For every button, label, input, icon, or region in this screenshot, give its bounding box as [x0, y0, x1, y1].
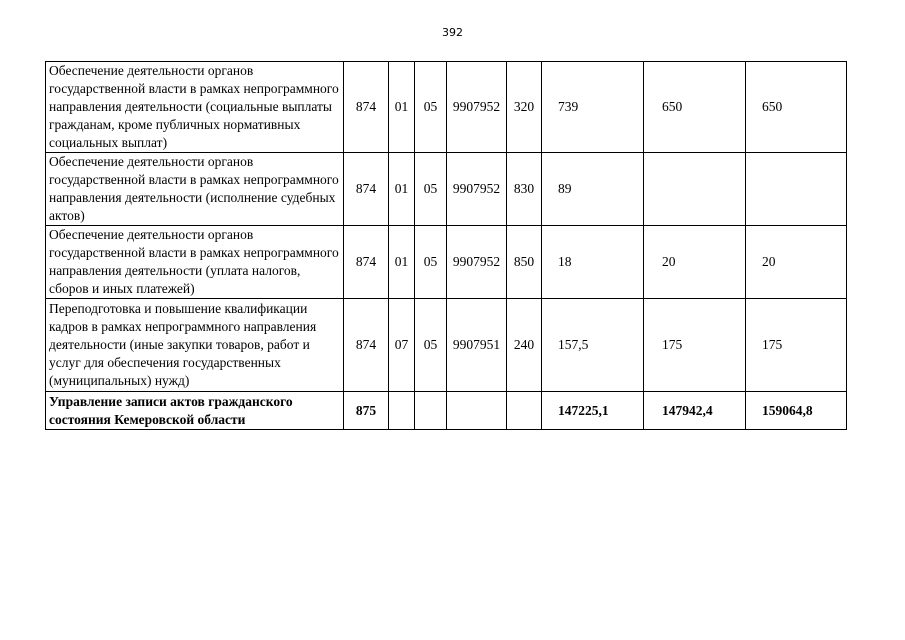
- cell-ved: 874: [344, 299, 389, 392]
- cell-podrazdel: 05: [415, 226, 447, 299]
- cell-vr: 850: [507, 226, 542, 299]
- cell-vr: 830: [507, 153, 542, 226]
- cell-csr: [447, 392, 507, 430]
- cell-sum-2: [644, 153, 746, 226]
- page-number: 392: [442, 26, 463, 39]
- cell-razdel: 07: [389, 299, 415, 392]
- cell-razdel: 01: [389, 62, 415, 153]
- table-row: [46, 62, 847, 153]
- cell-description: Управление записи актов гражданского состояния Кемеровской области: [46, 392, 344, 430]
- table-row: [46, 153, 847, 226]
- cell-podrazdel: 05: [415, 153, 447, 226]
- cell-sum-3: 20: [746, 226, 847, 299]
- cell-sum-1: 739: [542, 62, 644, 153]
- cell-csr: 9907952: [447, 153, 507, 226]
- cell-sum-1: 18: [542, 226, 644, 299]
- cell-vr: [507, 392, 542, 430]
- cell-csr: 9907951: [447, 299, 507, 392]
- budget-table: [45, 61, 847, 430]
- cell-description: Переподготовка и повышение квалификации кадров в рамках непрограммного направления деятельности (иные закупки товаров, работ и услуг для обеспечения государственных (муниципальных) нужд): [46, 299, 344, 392]
- cell-razdel: 01: [389, 153, 415, 226]
- cell-sum-1: 157,5: [542, 299, 644, 392]
- cell-sum-1: 147225,1: [542, 392, 644, 430]
- cell-ved: 874: [344, 226, 389, 299]
- cell-podrazdel: 05: [415, 299, 447, 392]
- cell-vr: 240: [507, 299, 542, 392]
- cell-sum-3: 650: [746, 62, 847, 153]
- table-row: [46, 299, 847, 392]
- cell-ved: 875: [344, 392, 389, 430]
- cell-csr: 9907952: [447, 226, 507, 299]
- cell-csr: 9907952: [447, 62, 507, 153]
- cell-description: Обеспечение деятельности органов государственной власти в рамках непрограммного направления деятельности (социальные выплаты гражданам, кроме публичных нормативных социальных выплат): [46, 62, 344, 153]
- cell-razdel: [389, 392, 415, 430]
- cell-sum-2: 147942,4: [644, 392, 746, 430]
- cell-sum-2: 175: [644, 299, 746, 392]
- cell-description: Обеспечение деятельности органов государственной власти в рамках непрограммного направления деятельности (уплата налогов, сборов и иных платежей): [46, 226, 344, 299]
- cell-description: Обеспечение деятельности органов государственной власти в рамках непрограммного направления деятельности (исполнение судебных актов): [46, 153, 344, 226]
- table-row-total: [46, 392, 847, 430]
- cell-sum-2: 650: [644, 62, 746, 153]
- cell-sum-3: 175: [746, 299, 847, 392]
- cell-sum-1: 89: [542, 153, 644, 226]
- cell-ved: 874: [344, 153, 389, 226]
- cell-ved: 874: [344, 62, 389, 153]
- cell-podrazdel: 05: [415, 62, 447, 153]
- table-row: [46, 226, 847, 299]
- cell-sum-3: 159064,8: [746, 392, 847, 430]
- cell-vr: 320: [507, 62, 542, 153]
- cell-sum-3: [746, 153, 847, 226]
- cell-sum-2: 20: [644, 226, 746, 299]
- cell-podrazdel: [415, 392, 447, 430]
- cell-razdel: 01: [389, 226, 415, 299]
